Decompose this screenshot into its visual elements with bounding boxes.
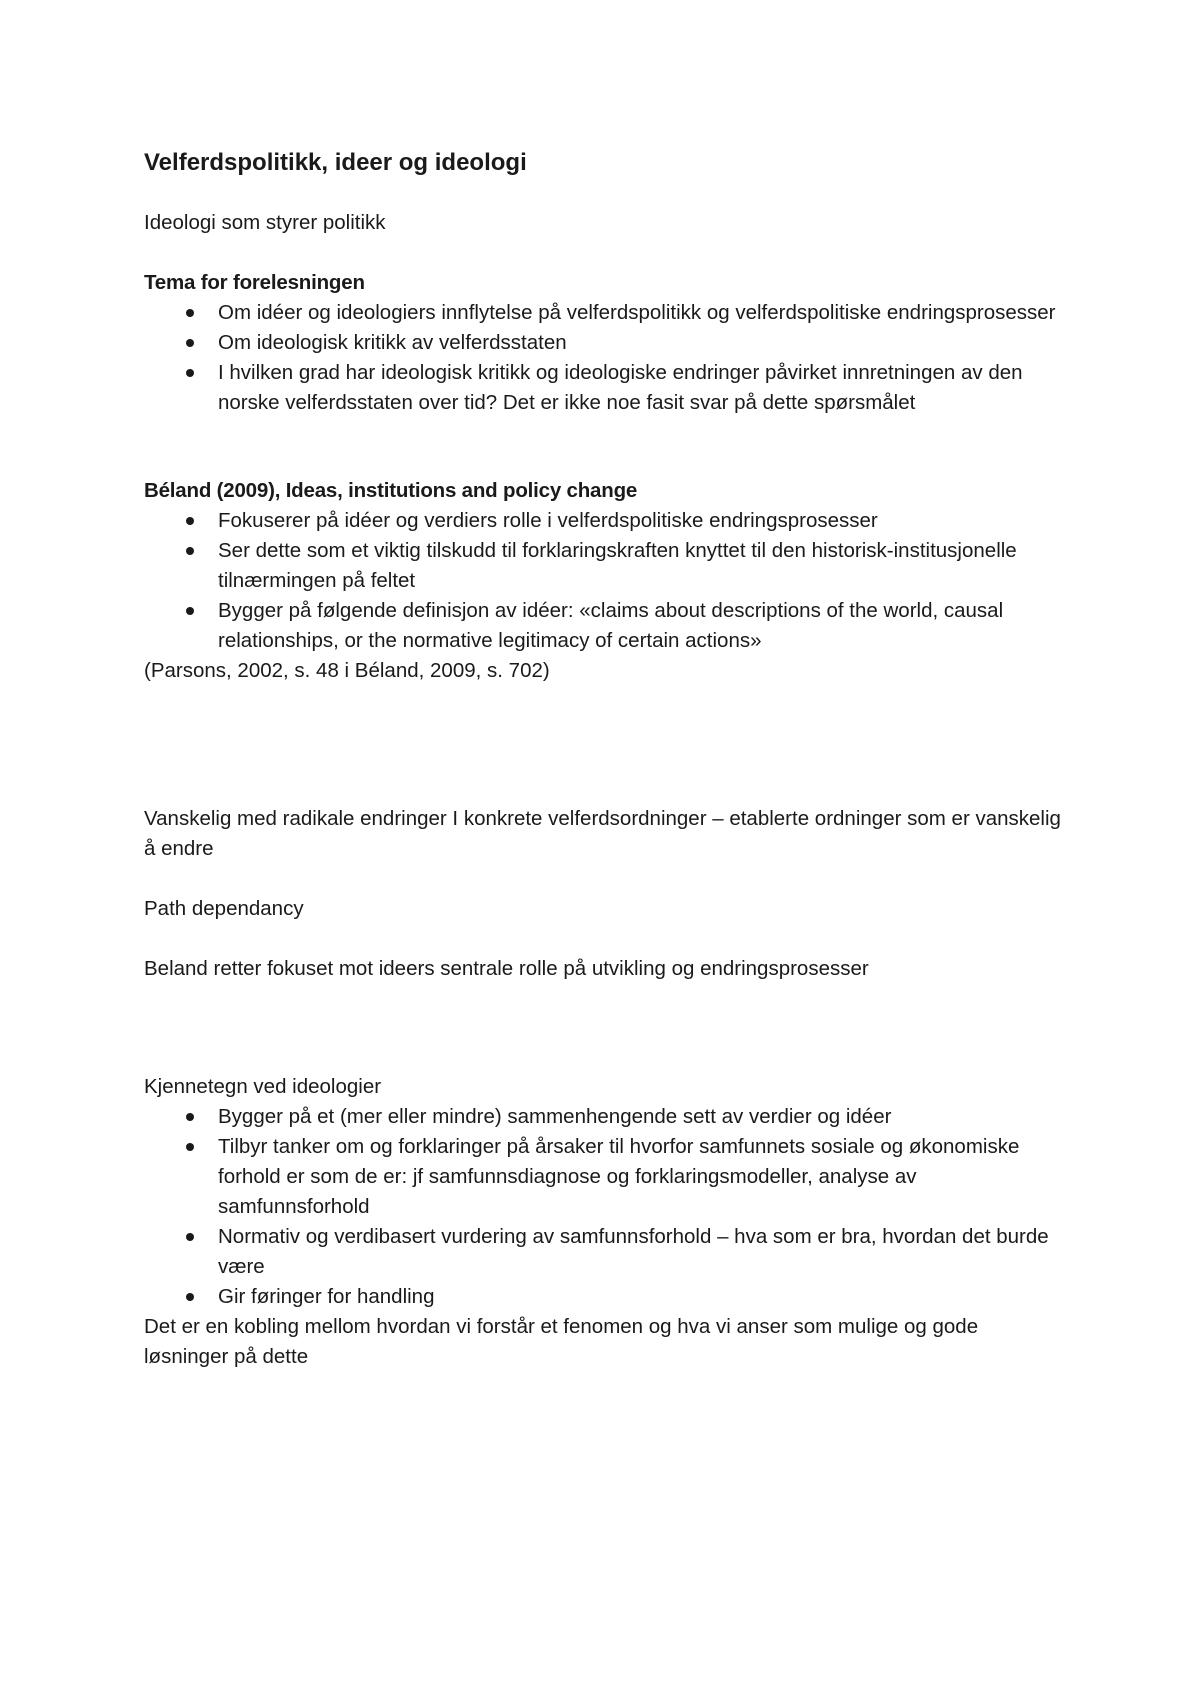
paragraph-radical-changes: Vanskelig med radikale endringer I konkrete velferdsordninger – etablerte ordninger som er vanskelig å endre (144, 807, 1061, 860)
conclusion-paragraph: Det er en kobling mellom hvordan vi forstår et fenomen og hva vi anser som mulige og gode løsninger på dette (144, 1315, 979, 1368)
list-item-text: Bygger på følgende definisjon av idéer: «claims about descriptions of the world, causal relationships, or the normative legitimacy of certain actions» (218, 599, 1004, 652)
bullet-icon (186, 309, 194, 317)
list-item-text: Ser dette som et viktig tilskudd til forklaringskraften knyttet til den historisk-institusjonelle tilnærmingen på feltet (218, 539, 1017, 592)
list-item-text: Bygger på et (mer eller mindre) sammenhengende sett av verdier og idéer (218, 1105, 892, 1128)
list-item-text: Gir føringer for handling (218, 1285, 435, 1308)
list-item (144, 1132, 1064, 1222)
bullet-icon (186, 1293, 194, 1301)
bullet-icon (186, 339, 194, 347)
paragraph-path-dependency: Path dependancy (144, 897, 304, 920)
list-item-text: Normativ og verdibasert vurdering av samfunnsforhold – hva som er bra, hvordan det burde være (218, 1225, 1049, 1278)
document-title: Velferdspolitikk, ideer og ideologi (144, 149, 527, 176)
bullet-icon (186, 517, 194, 525)
list-item (144, 536, 1064, 596)
list-item-text: Fokuserer på idéer og verdiers rolle i velferdspolitiske endringsprosesser (218, 509, 878, 532)
bullet-icon (186, 369, 194, 377)
bullet-icon (186, 1143, 194, 1151)
bullet-icon (186, 607, 194, 615)
list-item-text: Om ideologisk kritikk av velferdsstaten (218, 331, 567, 354)
list-item-text: Tilbyr tanker om og forklaringer på årsaker til hvorfor samfunnets sosiale og økonomiske forhold er som de er: jf samfunnsdiagnose og forklaringsmodeller, analyse av samfunnsforhold (218, 1135, 1020, 1218)
bullet-list-kjennetegn (144, 1102, 1064, 1312)
bullet-list-beland (144, 506, 1064, 656)
list-item (144, 596, 1064, 656)
list-item-text: I hvilken grad har ideologisk kritikk og ideologiske endringer påvirket innretningen av den norske velferdsstaten over tid? Det er ikke noe fasit svar på dette spørsmålet (218, 361, 1023, 414)
intro-paragraph: Ideologi som styrer politikk (144, 211, 386, 234)
list-item (144, 358, 1064, 418)
list-item (144, 506, 1064, 536)
section-heading-beland: Béland (2009), Ideas, institutions and policy change (144, 479, 638, 502)
list-item (144, 1222, 1064, 1282)
bullet-list-tema (144, 298, 1064, 418)
bullet-icon (186, 547, 194, 555)
bullet-icon (186, 1113, 194, 1121)
citation: (Parsons, 2002, s. 48 i Béland, 2009, s. 702) (144, 659, 550, 682)
section-heading-tema: Tema for forelesningen (144, 271, 365, 294)
section-heading-kjennetegn: Kjennetegn ved ideologier (144, 1075, 382, 1098)
bullet-icon (186, 1233, 194, 1241)
paragraph-beland-focus: Beland retter fokuset mot ideers sentrale rolle på utvikling og endringsprosesser (144, 957, 869, 980)
list-item-text: Om idéer og ideologiers innflytelse på velferdspolitikk og velferdspolitiske endringsprosesser (218, 301, 1056, 324)
list-item (144, 1282, 1064, 1312)
list-item (144, 328, 1064, 358)
list-item (144, 1102, 1064, 1132)
document-content (144, 146, 1064, 1372)
list-item (144, 298, 1064, 328)
